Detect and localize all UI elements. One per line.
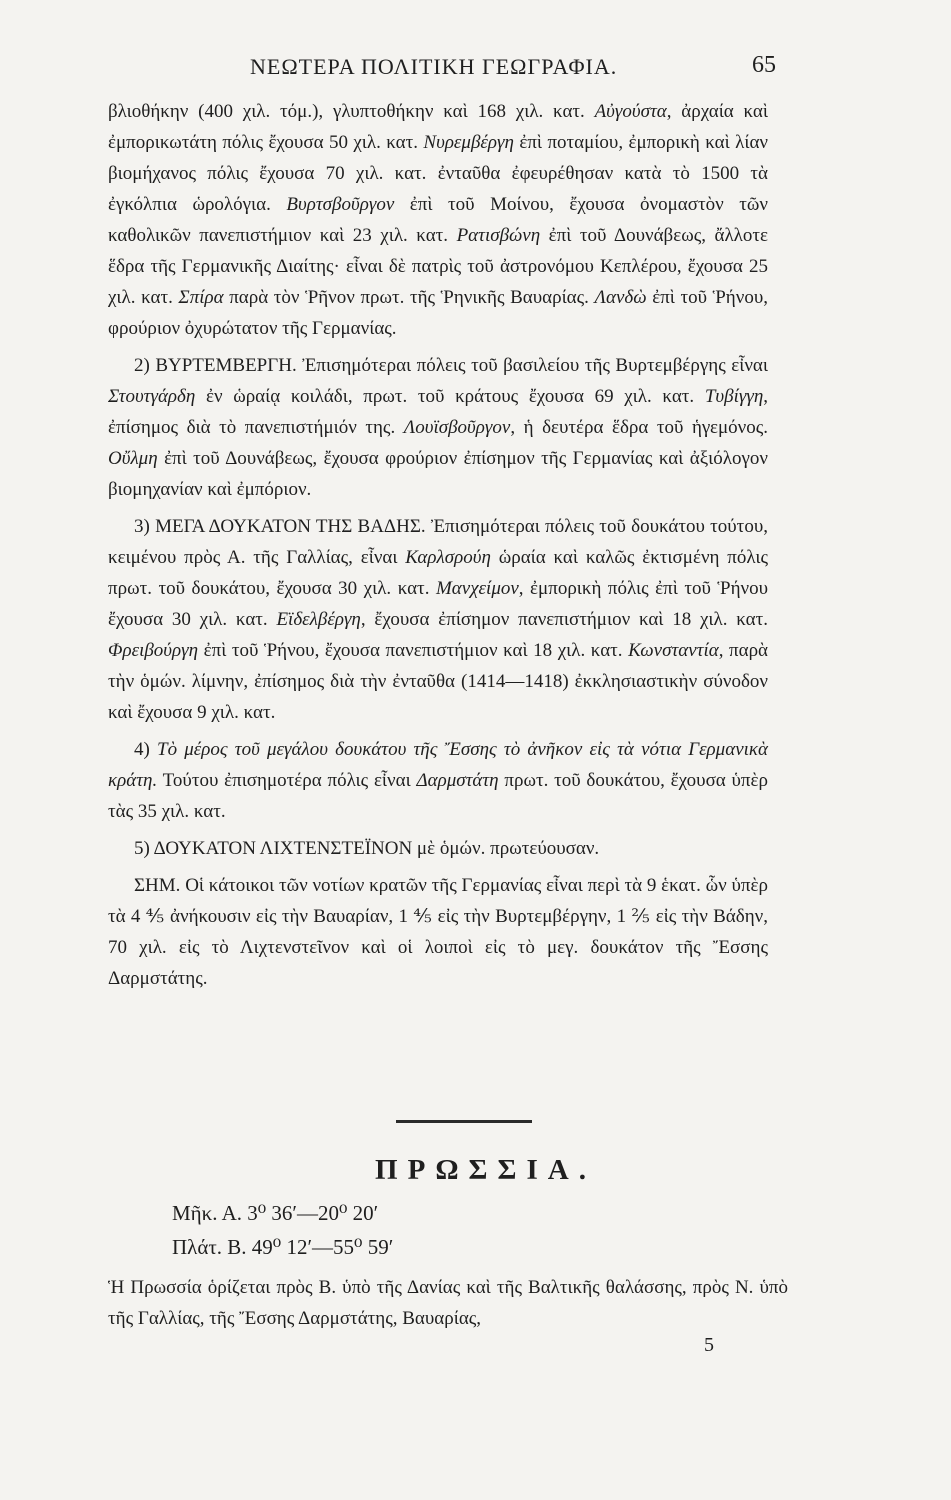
text-run: ἐπὶ τοῦ Μοίνου, ἔχουσα ὀνομαστὸν τῶν καθολικῶν πανεπιστήμιον καὶ 23 χιλ. κατ. xyxy=(108,194,768,246)
text-run: , ἐπίσημος διὰ τὸ πανεπιστήμιόν της. xyxy=(108,386,768,438)
latitude-line: Πλάτ. Β. 49⁰ 12′—55⁰ 59′ xyxy=(172,1235,394,1259)
signature-mark: 5 xyxy=(704,1334,714,1356)
italic-run: Τυβίγγη xyxy=(704,386,764,407)
text-run: 2) ΒΥΡΤΕΜΒΕΡΓΗ. xyxy=(134,355,303,376)
text-run: , ἀρχαία καὶ ἐμπορικωτάτη πόλις ἔχουσα 50 χιλ. κατ. xyxy=(108,101,768,153)
italic-run: Φρειβούργη xyxy=(108,640,199,661)
text-run: 5) ΔΟΥΚΑΤΟΝ ΛΙΧΤΕΝΣΤΕΪΝΟΝ μὲ ὁμών. πρωτεύουσαν. xyxy=(134,838,600,859)
italic-run: Δαρμστάτη xyxy=(416,770,499,791)
text-run: , παρὰ τὴν ὁμών. λίμνην, ἐπίσημος διὰ τὴν ἐνταῦθα (1414—1418) ἐκκλησιαστικὴν σύνοδον καὶ ἔχουσα 9 χιλ. κατ. xyxy=(108,640,769,723)
paragraph xyxy=(108,870,768,994)
running-head xyxy=(0,50,951,80)
text-run: ἐπὶ τοῦ Δουνάβεως, ἄλλοτε ἕδρα τῆς Γερμανικῆς Διαίτης· εἶναι δὲ πατρὶς τοῦ ἀστρονόμου Κεπλέρου, ἔχουσα 25 χιλ. κατ. xyxy=(108,225,768,308)
text-run: 4) xyxy=(134,739,158,760)
italic-run: Οὔλμη xyxy=(108,448,158,469)
longitude-line: Μῆκ. Α. 3⁰ 36′—20⁰ 20′ xyxy=(172,1201,379,1225)
coordinates-block xyxy=(172,1196,772,1264)
text-run: , ἔχουσα ἐπίσημον πανεπιστήμιον καὶ 18 χιλ. κατ. xyxy=(360,609,768,630)
italic-run: Κωνσταντία xyxy=(628,640,719,661)
paragraph xyxy=(108,96,768,344)
paragraph xyxy=(108,350,768,505)
text-run: ἐπὶ ποταμίου, ἐμπορικὴ καὶ λίαν βιομήχανος πόλις ἔχουσα 70 χιλ. κατ. ἐνταῦθα ἐφευρέθησαν κατὰ τὸ 1500 τὰ ἐγκόλπια ὡρολόγια. xyxy=(108,132,768,215)
text-run: παρὰ τὸν Ῥῆνον πρωτ. τῆς Ῥηνικῆς Βαυαρίας. xyxy=(223,287,595,308)
paragraph xyxy=(108,511,768,728)
text-run: , ἡ δευτέρα ἕδρα τοῦ ἡγεμόνος. xyxy=(510,417,768,438)
text-run: βλιοθήκην (400 χιλ. τόμ.), γλυπτοθήκην καὶ 168 χιλ. κατ. xyxy=(108,101,595,122)
text-run: 3) ΜΕΓΑ ΔΟΥΚΑΤΟΝ ΤΗΣ ΒΑΔΗΣ. xyxy=(134,516,431,537)
italic-run: Εϊδελβέργη xyxy=(276,609,361,630)
italic-run: Βυρτσβοῦργον xyxy=(286,194,395,215)
text-run: Τούτου ἐπισημοτέρα πόλις εἶναι xyxy=(157,770,417,791)
italic-run: Ρατισβώνη xyxy=(456,225,541,246)
italic-run: Λανδὼ xyxy=(594,287,647,308)
italic-run: Αὐγούστα xyxy=(594,101,667,122)
text-run: πρωτ. τοῦ δουκάτου, ἔχουσα ὑπὲρ τὰς 35 χιλ. κατ. xyxy=(108,770,768,822)
italic-run: Στουτγάρδη xyxy=(108,386,196,407)
text-run: Ἐπισημότεραι πόλεις τοῦ βασιλείου τῆς Βυρτεμβέργης εἶναι xyxy=(302,355,768,376)
italic-run: Μανχείμον xyxy=(435,578,519,599)
running-title: ΝΕΩΤΕΡΑ ΠΟΛΙΤΙΚΗ ΓΕΩΓΡΑΦΙΑ. xyxy=(250,54,618,79)
italic-run: Λουϊσβοῦργον xyxy=(403,417,511,438)
italic-run: Καρλσρούη xyxy=(405,547,491,568)
italic-run: Τὸ μέρος τοῦ μεγάλου δουκάτου τῆς Ἔσσης τὸ ἀνῆκον εἰς τὰ νότια Γερμανικὰ κράτη. xyxy=(108,739,768,791)
text-run: ἐπὶ τοῦ Ῥήνου, φρούριον ὀχυρώτατον τῆς Γερμανίας. xyxy=(108,287,768,339)
section-title: ΠΡΩΣΣΙΑ. xyxy=(375,1154,596,1186)
body-text xyxy=(108,96,768,1000)
section-divider-rule xyxy=(396,1120,532,1123)
text-run: ἐπὶ τοῦ Δουνάβεως, ἔχουσα φρούριον ἐπίσημον τῆς Γερμανίας καὶ ἀξιόλογον βιομηχανίαν καὶ ἐμπόριον. xyxy=(108,448,768,500)
text-run: Ἐπισημότεραι πόλεις τοῦ δουκάτου τούτου, κειμένου πρὸς Α. τῆς Γαλλίας, εἶναι xyxy=(108,516,768,568)
text-run: ἐν ὡραίᾳ κοιλάδι, πρωτ. τοῦ κράτους ἔχουσα 69 χιλ. κατ. xyxy=(195,386,705,407)
closing-paragraph: Ἡ Πρωσσία ὁρίζεται πρὸς Β. ὑπὸ τῆς Δανίας καὶ τῆς Βαλτικῆς θαλάσσης, πρὸς Ν. ὑπὸ τῆς Γαλλίας, τῆς Ἔσσης Δαρμστάτης, Βαυαρίας, xyxy=(108,1277,788,1329)
text-run: ΣΗΜ. Οἱ κάτοικοι τῶν νοτίων κρατῶν τῆς Γερμανίας εἶναι περὶ τὰ 9 ἑκατ. ὧν ὑπὲρ τὰ 4 ⅘ ἀνήκουσιν εἰς τὴν Βαυαρίαν, 1 ⅘ εἰς τὴν Βυρτεμβέργην, 1 ⅖ εἰς τὴν Βάδην, 70 χιλ. εἰς τὸ Λιχτενστεῖνον καὶ οἱ λοιποὶ εἰς τὸ μεγ. δουκάτον τῆς Ἔσσης Δαρμστάτης. xyxy=(108,875,768,989)
text-run: , ἐμπορικὴ πόλις ἐπὶ τοῦ Ῥήνου ἔχουσα 30 χιλ. κατ. xyxy=(108,578,769,630)
page-number: 65 xyxy=(752,52,776,78)
text-run: ἐπὶ τοῦ Ῥήνου, ἔχουσα πανεπιστήμιον καὶ 18 χιλ. κατ. xyxy=(198,640,629,661)
paragraph xyxy=(108,734,768,827)
italic-run: Σπίρα xyxy=(178,287,224,308)
text-run: ὡραία καὶ καλῶς ἐκτισμένη πόλις πρωτ. τοῦ δουκάτου, ἔχουσα 30 χιλ. κατ. xyxy=(108,547,768,599)
paragraph xyxy=(108,833,768,864)
italic-run: Νυρεμβέργη xyxy=(423,132,514,153)
